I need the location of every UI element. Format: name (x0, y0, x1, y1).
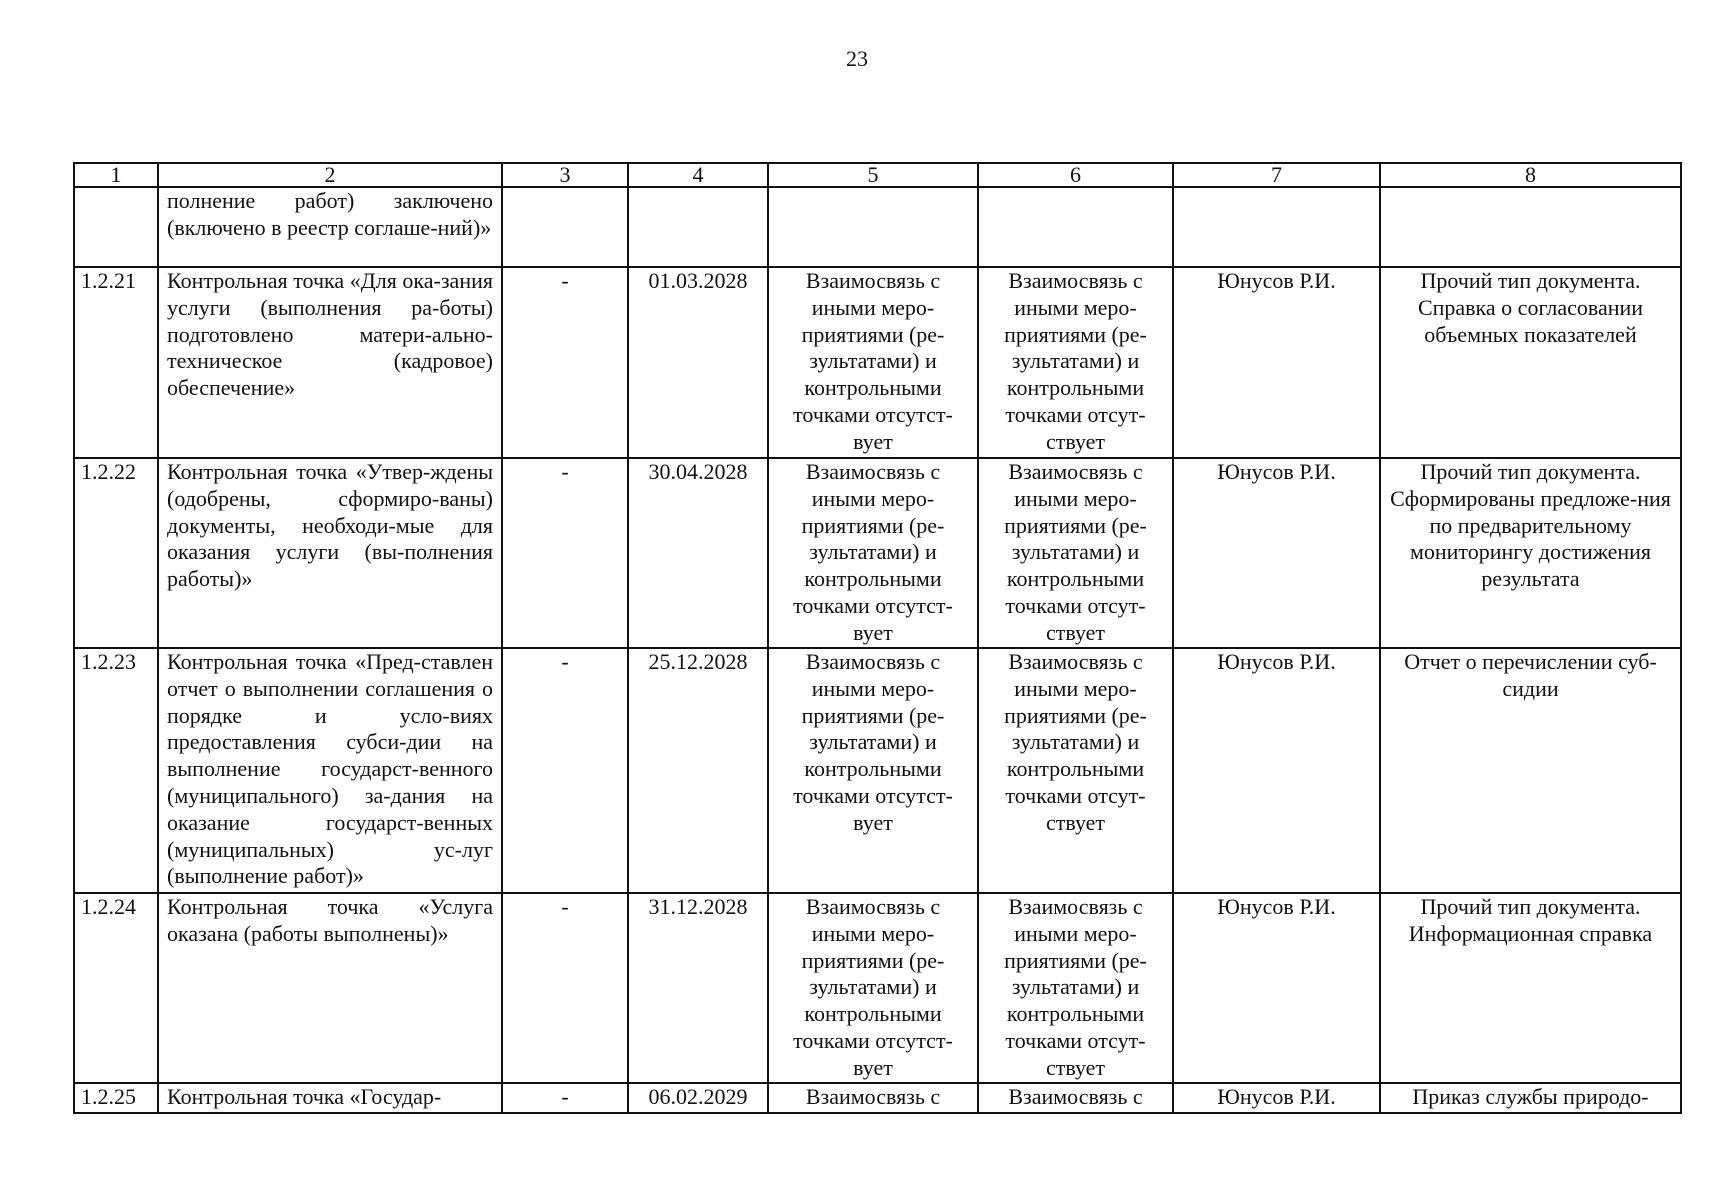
row-document: Прочий тип документа. Сформированы предложе-ния по предварительному мониторингу достижения результата (1380, 458, 1681, 648)
column-header: 6 (978, 163, 1173, 187)
row-number: 1.2.22 (74, 458, 158, 648)
row-date: 25.12.2028 (628, 648, 768, 893)
row-document: Приказ службы природо- (1380, 1083, 1681, 1113)
table-row (74, 458, 1681, 648)
row-date: 06.02.2029 (628, 1083, 768, 1113)
row-col3: - (502, 267, 628, 458)
row-title: Контрольная точка «Услуга оказана (работы выполнены)» (158, 893, 502, 1083)
page-number: 23 (846, 46, 868, 71)
row-col3: - (502, 458, 628, 648)
row-number: 1.2.21 (74, 267, 158, 458)
row-relation-alt (978, 187, 1173, 267)
row-date (628, 187, 768, 267)
row-responsible: Юнусов Р.И. (1173, 648, 1380, 893)
table-row (74, 187, 1681, 267)
table-row (74, 267, 1681, 458)
row-col3 (502, 187, 628, 267)
row-number: 1.2.24 (74, 893, 158, 1083)
row-date: 31.12.2028 (628, 893, 768, 1083)
row-document: Прочий тип документа. Справка о согласовании объемных показателей (1380, 267, 1681, 458)
row-col3: - (502, 1083, 628, 1113)
row-relation: Взаимосвязь с иными меро-приятиями (ре-зультатами) и контрольными точками отсутст-вует (768, 648, 978, 893)
document-table (73, 162, 1682, 1114)
row-date: 30.04.2028 (628, 458, 768, 648)
row-title: Контрольная точка «Государ- (158, 1083, 502, 1113)
row-responsible: Юнусов Р.И. (1173, 893, 1380, 1083)
row-col3: - (502, 648, 628, 893)
row-relation-alt: Взаимосвязь с иными меро-приятиями (ре-зультатами) и контрольными точками отсут-ствует (978, 458, 1173, 648)
row-col3: - (502, 893, 628, 1083)
column-header: 2 (158, 163, 502, 187)
row-relation-alt: Взаимосвязь с иными меро-приятиями (ре-зультатами) и контрольными точками отсут-ствует (978, 648, 1173, 893)
row-number (74, 187, 158, 267)
row-relation: Взаимосвязь с иными меро-приятиями (ре-зультатами) и контрольными точками отсутст-вует (768, 458, 978, 648)
row-date: 01.03.2028 (628, 267, 768, 458)
table-row (74, 648, 1681, 893)
column-header: 5 (768, 163, 978, 187)
row-relation (768, 187, 978, 267)
row-document: Прочий тип документа. Информационная справка (1380, 893, 1681, 1083)
row-relation-alt: Взаимосвязь с иными меро-приятиями (ре-зультатами) и контрольными точками отсут-ствует (978, 267, 1173, 458)
row-number: 1.2.23 (74, 648, 158, 893)
row-document (1380, 187, 1681, 267)
row-document: Отчет о перечислении суб-сидии (1380, 648, 1681, 893)
column-header: 8 (1380, 163, 1681, 187)
table-row (74, 1083, 1681, 1113)
row-title: полнение работ) заключено (включено в реестр соглаше-ний)» (158, 187, 502, 267)
row-relation-alt: Взаимосвязь с иными меро-приятиями (ре-зультатами) и контрольными точками отсут-ствует (978, 893, 1173, 1083)
row-responsible: Юнусов Р.И. (1173, 267, 1380, 458)
column-header: 1 (74, 163, 158, 187)
row-title: Контрольная точка «Пред-ставлен отчет о выполнении соглашения о порядке и усло-виях предоставления субси-дии на выполнение государст-венного (муниципального) за-дания на оказание государст-венных (муниципальных) ус-луг (выполнение работ)» (158, 648, 502, 893)
table-header-row (74, 163, 1681, 187)
row-title: Контрольная точка «Для ока-зания услуги (выполнения ра-боты) подготовлено матери-ально-техническое (кадровое) обеспечение» (158, 267, 502, 458)
row-number: 1.2.25 (74, 1083, 158, 1113)
column-header: 7 (1173, 163, 1380, 187)
row-relation: Взаимосвязь с (768, 1083, 978, 1113)
column-header: 4 (628, 163, 768, 187)
row-relation: Взаимосвязь с иными меро-приятиями (ре-зультатами) и контрольными точками отсутст-вует (768, 267, 978, 458)
row-responsible: Юнусов Р.И. (1173, 458, 1380, 648)
row-responsible: Юнусов Р.И. (1173, 1083, 1380, 1113)
table-row (74, 893, 1681, 1083)
row-relation-alt: Взаимосвязь с (978, 1083, 1173, 1113)
row-responsible (1173, 187, 1380, 267)
row-relation: Взаимосвязь с иными меро-приятиями (ре-зультатами) и контрольными точками отсутст-вует (768, 893, 978, 1083)
column-header: 3 (502, 163, 628, 187)
row-title: Контрольная точка «Утвер-ждены (одобрены, сформиро-ваны) документы, необходи-мые для оказания услуги (вы-полнения работы)» (158, 458, 502, 648)
